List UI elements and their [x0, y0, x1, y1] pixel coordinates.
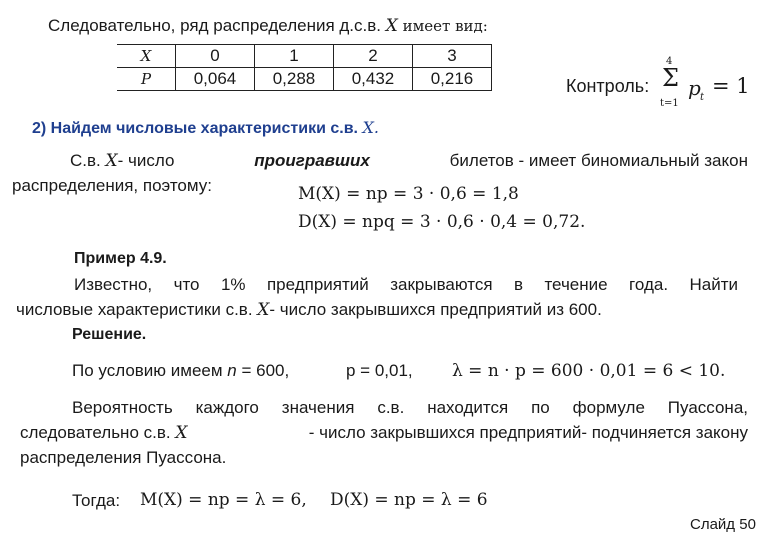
n-var: n	[227, 361, 237, 380]
conclusion-expectation: M(X) = np = λ = 6,	[140, 490, 307, 510]
sigma-symbol: Σ	[662, 64, 679, 92]
row-label-x: X	[117, 45, 176, 68]
distribution-table	[117, 44, 492, 91]
paragraph-poisson-line2: следовательно с.в. X - число закрывшихся предприятий- подчиняется закону	[20, 423, 748, 443]
para1-part3: билетов - имеет биномиальный закон	[449, 151, 748, 170]
solution-condition: По условию имеем n = 600,	[72, 361, 290, 380]
table-cell: 1	[255, 45, 334, 68]
control-label: Контроль:	[566, 76, 650, 96]
table-row-x	[117, 45, 492, 68]
p-term: p	[688, 76, 701, 100]
table-cell: 0,288	[255, 68, 334, 91]
table-cell: 0,064	[176, 68, 255, 91]
slide-number: Слайд 50	[690, 516, 756, 533]
section-heading-var: X.	[362, 118, 379, 137]
table-cell: 0,216	[413, 68, 492, 91]
para2-var: X	[175, 423, 188, 443]
solution-title: Решение.	[72, 326, 147, 343]
paragraph-binomial-line2: распределения, поэтому:	[12, 176, 212, 195]
control-equals: = 1	[712, 74, 750, 98]
paragraph-binomial-line1	[70, 151, 748, 171]
intro-text: Следовательно, ряд распределения д.с.в.	[48, 16, 386, 35]
para1-emphasis: проигравших	[254, 151, 370, 170]
example-title: Пример 4.9.	[74, 250, 167, 267]
row-label-p: P	[117, 68, 176, 91]
sum-upper-limit: 4	[666, 56, 673, 67]
table-cell: 0	[176, 45, 255, 68]
table-cell: 0,432	[334, 68, 413, 91]
paragraph-poisson-line1: Вероятность каждого значения с.в. находится по формуле Пуассона,	[72, 398, 748, 417]
example-var: X	[257, 300, 270, 320]
solution-p: p = 0,01,	[346, 361, 413, 380]
intro-var: X	[385, 16, 398, 36]
intro-suffix: имеет вид:	[397, 17, 488, 35]
example-line1: Известно, что 1% предприятий закрываются в течение года. Найти	[74, 275, 738, 294]
section-heading-text: 2) Найдем числовые характеристики с.в.	[32, 120, 363, 137]
para1-part1: С.в. X- число	[70, 151, 175, 171]
table-row-p	[117, 68, 492, 91]
p-subscript: t	[700, 92, 705, 103]
sum-lower-limit: t=1	[660, 98, 679, 109]
example-line2: числовые характеристики с.в. X- число закрывшихся предприятий из 600.	[16, 300, 602, 320]
table-cell: 3	[413, 45, 492, 68]
table-cell: 2	[334, 45, 413, 68]
para1-var: X	[105, 151, 118, 171]
formula-variance: D(X) = npq = 3 · 0,6 · 0,4 = 0,72.	[298, 212, 586, 232]
intro-line	[48, 16, 488, 36]
section-heading	[32, 118, 379, 138]
conclusion-variance: D(X) = np = λ = 6	[330, 490, 488, 510]
conclusion-label: Тогда:	[72, 491, 121, 510]
paragraph-poisson-line3: распределения Пуассона.	[20, 448, 227, 467]
formula-expectation: M(X) = np = 3 · 0,6 = 1,8	[298, 184, 519, 204]
solution-lambda: λ = n · p = 600 · 0,01 = 6 < 10.	[452, 361, 726, 381]
